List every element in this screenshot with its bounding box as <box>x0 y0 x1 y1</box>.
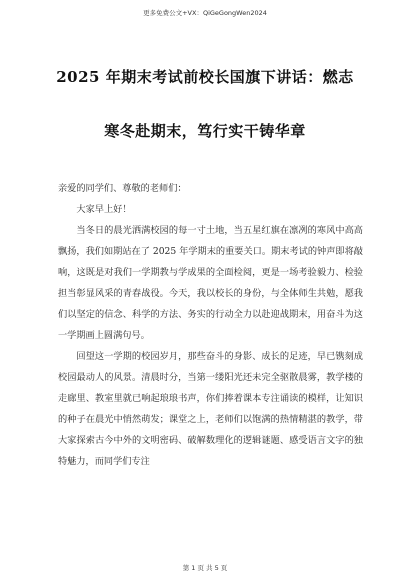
title-line-2: 寒冬赴期末，笃行实干铸华章 <box>104 122 306 140</box>
title-line-1: 2025 年期末考试前校长国旗下讲话：燃志 <box>56 68 354 86</box>
header-note: 更多免费公文+VX：QiGeGongWen2024 <box>143 9 267 17</box>
salutation: 亲爱的同学们、尊敬的老师们： <box>58 183 187 194</box>
greeting: 大家早上好！ <box>76 204 132 215</box>
page-number: 第 1 页 共 5 页 <box>182 564 228 572</box>
paragraph-2: 回望这一学期的校园岁月，那些奋斗的身影、成长的足迹，早已镌刻成校园最动人的风景。清晨时分，当第一缕阳光还未完全驱散晨雾，教学楼的走廊里、教室里就已响起琅琅书声，你们捧着课本专注诵读的模样，让知识的种子在晨光中悄然萌发；课堂之上，老师们以饱满的热情精湛的教学，带大家探索古今中外的文明密码、破解数理化的逻辑谜题、感受语言文字的独特魅力，而同学们专注 <box>58 351 363 467</box>
paragraph-1: 当冬日的晨光洒满校园的每一寸土地，当五星红旗在凛冽的寒风中高高飘扬，我们如期站在了 2025 年学期末的重要关口。期末考试的钟声即将敲响，这既是对我们一学期教与学成果的全面检阅，更是一场考验毅力、检验担当彰显风采的青春战役。今天，我以校长的身份，与全体师生共勉，愿我们以坚定的信念、科学的方法、务实的行动全力以赴迎战期末，用奋斗为这一学期画上圆满句号。 <box>58 225 363 341</box>
speech-body <box>58 178 363 472</box>
